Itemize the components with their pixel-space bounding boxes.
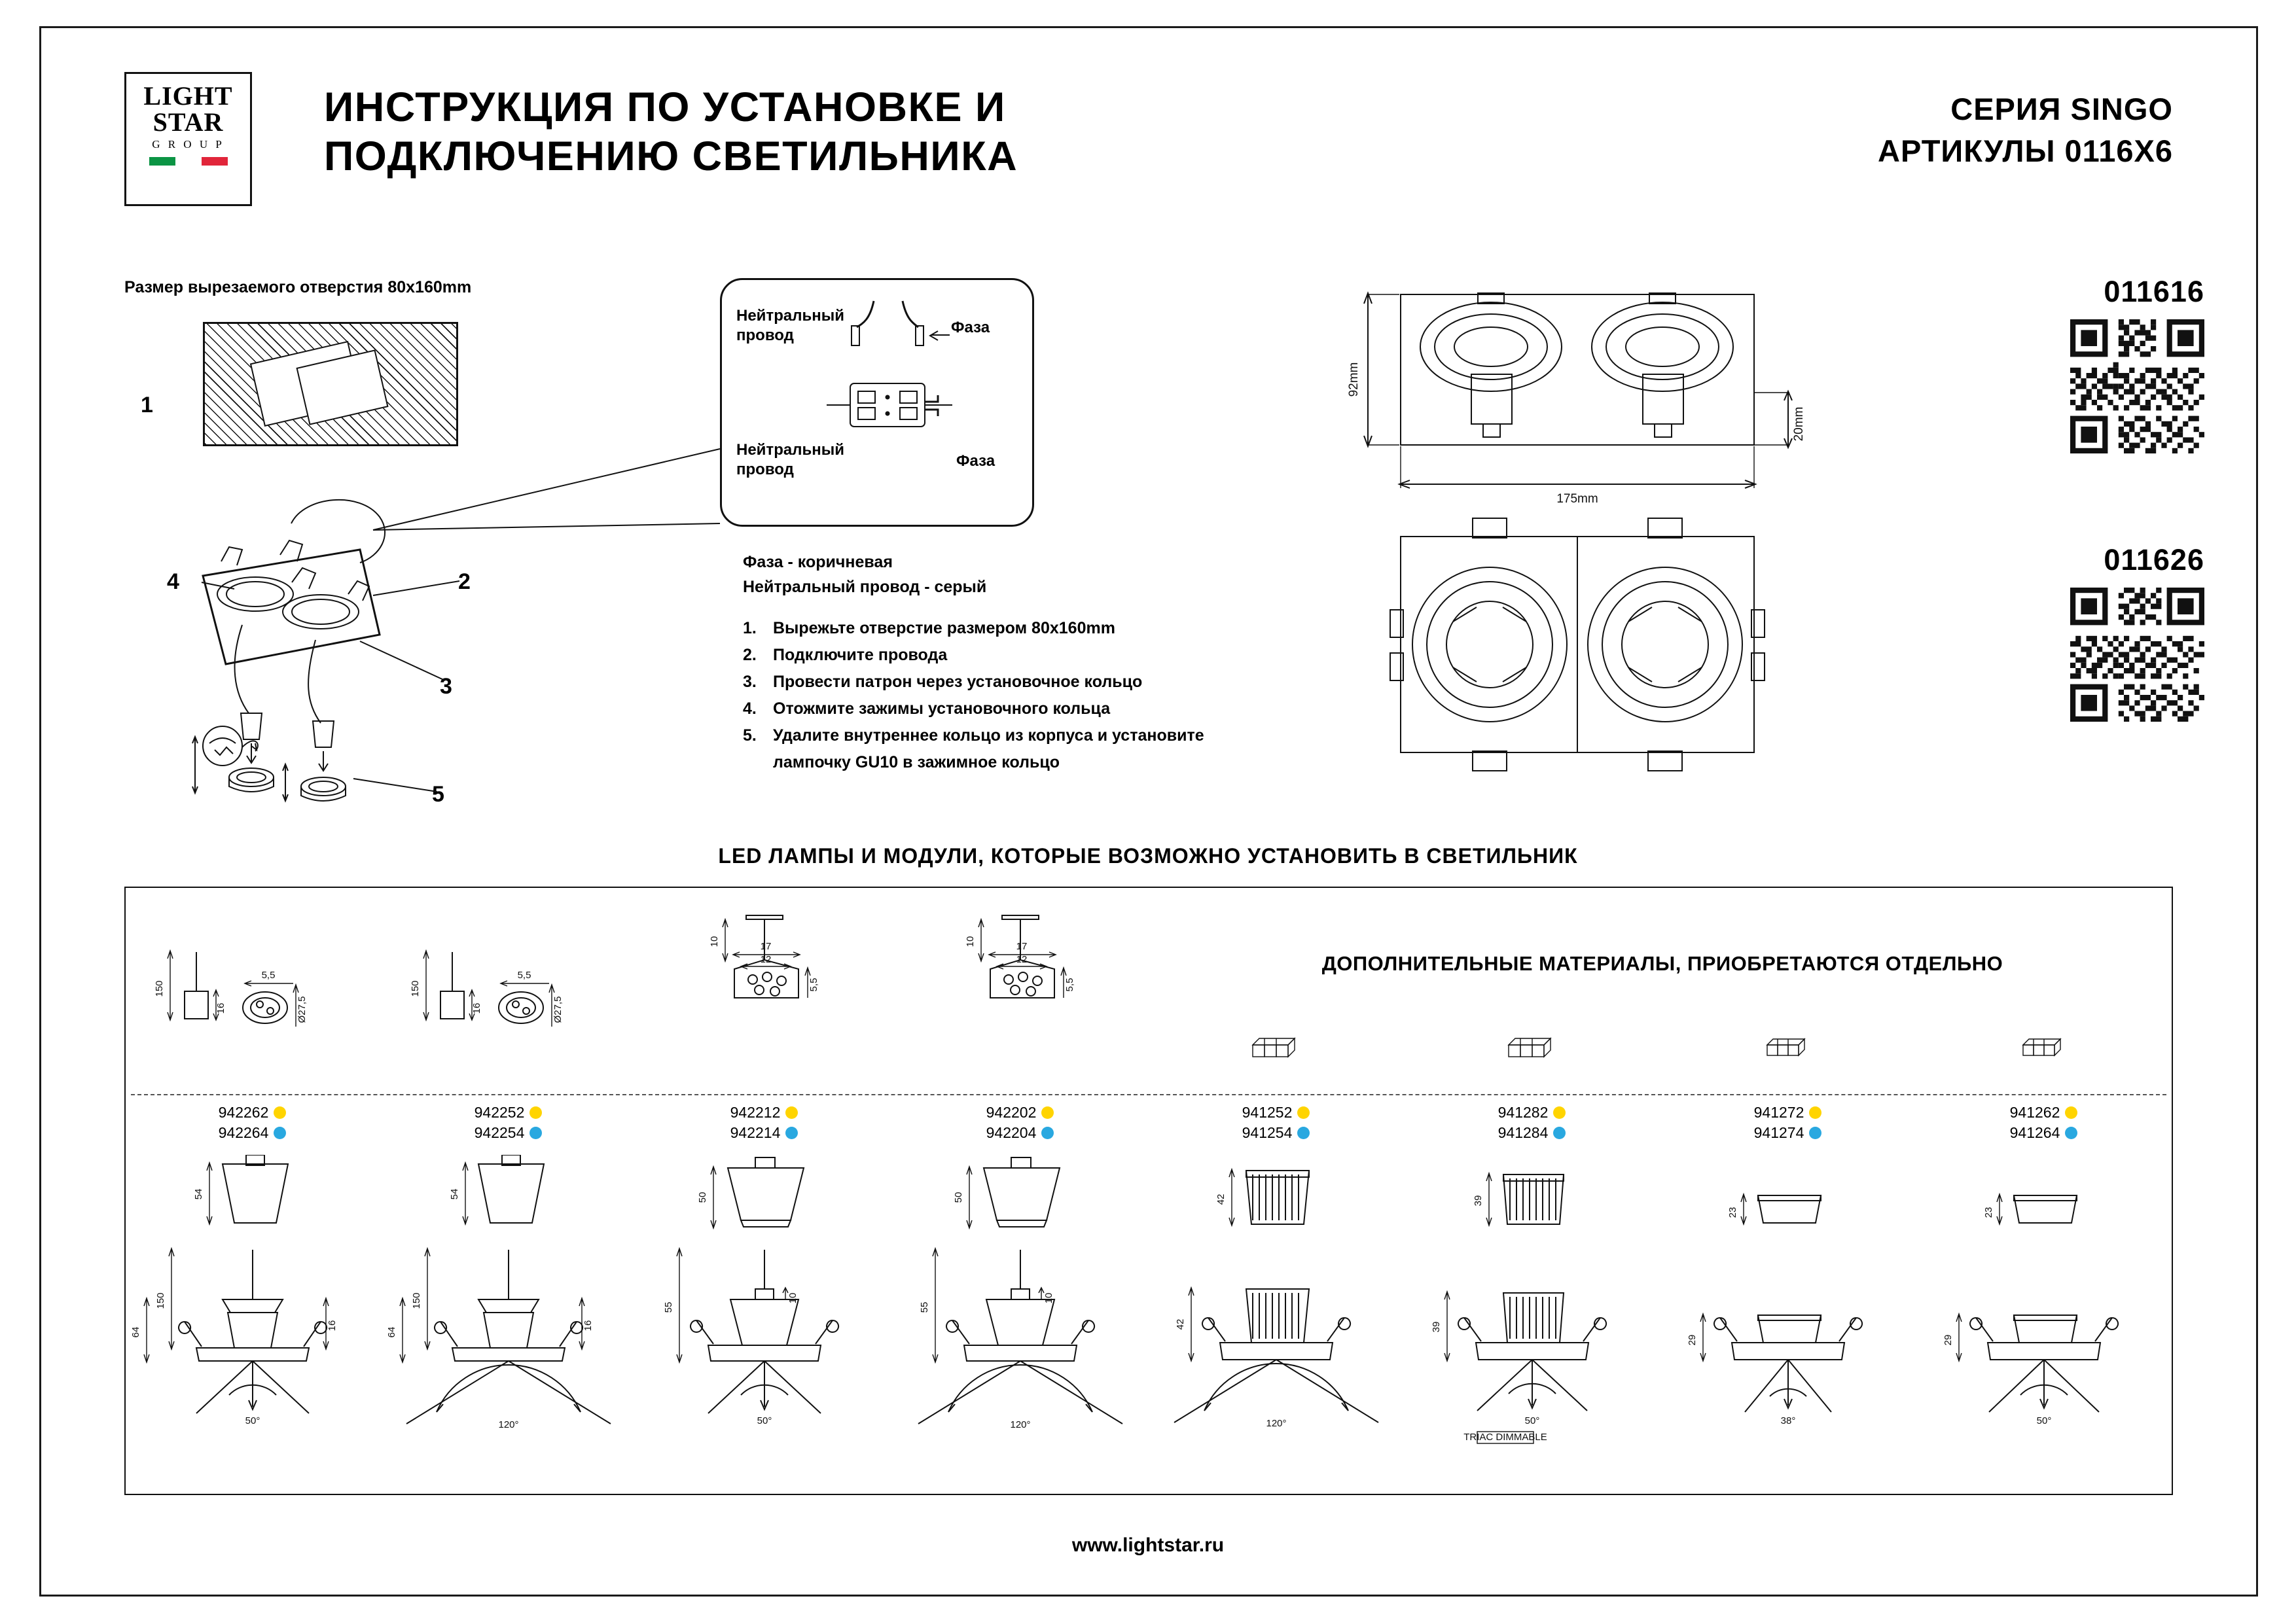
lamp-column-8 [1916, 887, 2172, 1495]
page-title-line2: ПОДКЛЮЧЕНИЮ СВЕТИЛЬНИКА [324, 133, 1018, 179]
technical-drawings [1322, 275, 1846, 838]
lamp-code-blue: 941264 [2009, 1124, 2060, 1141]
wire-color-legend [743, 550, 986, 599]
step-item: 3. Провести патрон через установочное кольцо [743, 673, 1143, 691]
article-code-1: 011616 [2104, 275, 2204, 308]
lamp-install-drawing-6 [1404, 1243, 1660, 1472]
lamp-install-drawing-3 [636, 1243, 892, 1472]
svg-text:50°: 50° [757, 1415, 772, 1426]
lamp-column-7 [1660, 887, 1916, 1495]
svg-text:150: 150 [410, 980, 421, 997]
lamp-profile-4 [892, 1155, 1148, 1240]
lamp-install-drawing-2 [380, 1243, 636, 1472]
cutout-size-label: Размер вырезаемого отверстия 80х160mm [124, 278, 472, 296]
svg-text:55: 55 [919, 1301, 930, 1313]
lamp-code-yellow: 941272 [1753, 1104, 1804, 1121]
lamp-install-drawing-8 [1916, 1243, 2172, 1472]
articles-label: АРТИКУЛЫ 0116Х6 [1878, 133, 2173, 168]
header [124, 69, 2173, 209]
brand-group: G R O U P [152, 138, 224, 150]
svg-text:20mm: 20mm [1792, 406, 1806, 442]
lamp-code-yellow: 942202 [986, 1104, 1037, 1121]
color-dot-blue [785, 1127, 798, 1139]
svg-text:16: 16 [215, 1002, 226, 1014]
color-dot-blue [529, 1127, 542, 1139]
svg-text:54: 54 [193, 1188, 204, 1200]
svg-text:64: 64 [386, 1326, 397, 1338]
page-title [324, 83, 1502, 181]
svg-text:Ø27,5: Ø27,5 [552, 996, 564, 1023]
lamp-code-blue: 942254 [474, 1124, 525, 1141]
italy-flag-icon [149, 157, 228, 166]
svg-text:150: 150 [155, 1292, 166, 1309]
color-dot-blue [1809, 1127, 1821, 1139]
qr-code-1 [2070, 319, 2204, 453]
qr-code-2 [2070, 588, 2204, 722]
lamp-code-blue: 942264 [218, 1124, 269, 1141]
lamp-top-drawing-4 [892, 906, 1148, 1083]
lamp-column-2 [380, 887, 636, 1495]
step-item: 4. Отожмите зажимы установочного кольца [743, 699, 1111, 718]
lamp-top-drawing-1 [124, 945, 380, 1083]
lamp-profile-7 [1660, 1155, 1916, 1240]
lamp-codes-3 [636, 1103, 892, 1143]
callout-number-5: 5 [432, 782, 444, 807]
article-block-1 [2008, 275, 2204, 453]
svg-text:16: 16 [327, 1320, 338, 1332]
color-dot-yellow [274, 1106, 286, 1119]
lamp-code-blue: 941284 [1498, 1124, 1549, 1141]
svg-text:TRIAC DIMMABLE: TRIAC DIMMABLE [1463, 1432, 1547, 1443]
svg-text:150: 150 [411, 1292, 422, 1309]
svg-text:175mm: 175mm [1556, 492, 1598, 506]
svg-text:50: 50 [697, 1192, 708, 1203]
svg-text:38°: 38° [1780, 1415, 1796, 1426]
lamp-code-yellow: 941252 [1242, 1104, 1293, 1121]
header-series-block [1878, 88, 2173, 172]
article-code-2: 011626 [2104, 543, 2204, 576]
svg-text:50°: 50° [1524, 1415, 1540, 1426]
accessory-icon-6 [1404, 1017, 1660, 1089]
series-label: СЕРИЯ SINGO [1950, 92, 2173, 126]
legend-neutral: Нейтральный провод - серый [743, 578, 987, 596]
brand-logo [124, 72, 252, 206]
step-item: лампочку GU10 в зажимное кольцо [773, 753, 1060, 771]
svg-text:10: 10 [787, 1292, 798, 1304]
svg-text:54: 54 [449, 1188, 460, 1200]
brand-line1: LIGHT [143, 81, 233, 111]
callout-number-1: 1 [141, 393, 153, 417]
neutral-wire-label-bottom: Нейтральный провод [736, 441, 844, 478]
lamp-column-5 [1148, 887, 1404, 1495]
color-dot-yellow [1041, 1106, 1054, 1119]
svg-text:92mm: 92mm [1347, 362, 1361, 397]
neutral-wire-label-top: Нейтральный провод [736, 307, 844, 344]
svg-text:23: 23 [1727, 1207, 1738, 1218]
fixture-installation-sketch [164, 484, 530, 824]
color-dot-yellow [2065, 1106, 2077, 1119]
lamp-code-blue: 942204 [986, 1124, 1037, 1141]
callout-number-3: 3 [440, 674, 452, 699]
lamp-code-yellow: 942212 [730, 1104, 781, 1121]
lamp-code-blue: 941274 [1753, 1124, 1804, 1141]
color-dot-blue [1553, 1127, 1566, 1139]
svg-text:42: 42 [1215, 1193, 1227, 1205]
additional-materials-title: ДОПОЛНИТЕЛЬНЫЕ МАТЕРИАЛЫ, ПРИОБРЕТАЮТСЯ ОТДЕЛЬНО [1321, 952, 2003, 975]
phase-wire-label-bottom: Фаза [956, 452, 996, 470]
svg-text:12: 12 [760, 954, 772, 965]
color-dot-blue [1297, 1127, 1310, 1139]
svg-text:120°: 120° [498, 1419, 519, 1430]
accessory-icon-8 [1916, 1017, 2172, 1089]
svg-text:50°: 50° [2036, 1415, 2052, 1426]
color-dot-yellow [1297, 1106, 1310, 1119]
lamp-install-drawing-7 [1660, 1243, 1916, 1472]
lamp-code-blue: 941254 [1242, 1124, 1293, 1141]
legend-phase: Фаза - коричневая [743, 553, 893, 571]
color-dot-yellow [785, 1106, 798, 1119]
svg-text:Ø27,5: Ø27,5 [296, 996, 308, 1023]
lamp-install-drawing-4 [892, 1243, 1148, 1472]
lamp-install-drawing-5 [1148, 1243, 1404, 1472]
color-dot-blue [274, 1127, 286, 1139]
svg-text:5,5: 5,5 [808, 978, 819, 992]
color-dot-yellow [1809, 1106, 1821, 1119]
step-item: 5. Удалите внутреннее кольцо из корпуса и установите [743, 726, 1204, 745]
color-dot-blue [2065, 1127, 2077, 1139]
color-dot-yellow [529, 1106, 542, 1119]
wiring-callout-box [720, 278, 1034, 527]
svg-text:12: 12 [1016, 954, 1028, 965]
svg-text:10: 10 [1043, 1292, 1054, 1304]
svg-text:50°: 50° [245, 1415, 260, 1426]
svg-text:50: 50 [953, 1192, 964, 1203]
brand-line2: STAR [152, 107, 224, 137]
svg-text:5,5: 5,5 [517, 970, 531, 981]
svg-text:39: 39 [1473, 1195, 1484, 1207]
callout-number-2: 2 [458, 569, 471, 594]
step-item: 1. Вырежьте отверстие размером 80х160mm [743, 619, 1115, 637]
svg-text:5,5: 5,5 [261, 970, 276, 981]
svg-text:10: 10 [965, 936, 976, 947]
svg-text:5,5: 5,5 [1064, 978, 1075, 992]
svg-text:29: 29 [1687, 1334, 1698, 1346]
svg-text:17: 17 [760, 941, 772, 952]
lamp-profile-8 [1916, 1155, 2172, 1240]
lamp-codes-5 [1148, 1103, 1404, 1143]
lamp-profile-3 [636, 1155, 892, 1240]
color-dot-yellow [1553, 1106, 1566, 1119]
svg-text:42: 42 [1175, 1318, 1186, 1330]
lamp-codes-1 [124, 1103, 380, 1143]
lamp-column-4 [892, 887, 1148, 1495]
lamp-profile-2 [380, 1155, 636, 1240]
accessory-icon-7 [1660, 1017, 1916, 1089]
article-block-2 [2008, 543, 2204, 722]
lamp-top-drawing-3 [636, 906, 892, 1083]
svg-text:10: 10 [709, 936, 720, 947]
lamp-profile-1 [124, 1155, 380, 1240]
lamp-column-1 [124, 887, 380, 1495]
phase-wire-label-top: Фаза [951, 319, 990, 336]
lamp-codes-6 [1404, 1103, 1660, 1143]
svg-text:39: 39 [1431, 1321, 1442, 1333]
svg-text:16: 16 [583, 1320, 594, 1332]
svg-text:55: 55 [663, 1301, 674, 1313]
footer-url[interactable]: www.lightstar.ru [1071, 1534, 1225, 1556]
lamp-top-drawing-2 [380, 945, 636, 1083]
svg-text:120°: 120° [1010, 1419, 1031, 1430]
lamp-column-6 [1404, 887, 1660, 1495]
lamp-codes-4 [892, 1103, 1148, 1143]
lamp-install-drawing-1 [124, 1243, 380, 1472]
lamp-profile-5 [1148, 1155, 1404, 1240]
lamp-code-blue: 942214 [730, 1124, 781, 1141]
lamp-code-yellow: 942262 [218, 1104, 269, 1121]
svg-text:17: 17 [1016, 941, 1028, 952]
ceiling-cutout-diagram [203, 322, 458, 446]
accessory-icon-5 [1148, 1017, 1404, 1089]
callout-number-4: 4 [167, 569, 179, 594]
svg-text:150: 150 [154, 980, 165, 997]
svg-text:29: 29 [1943, 1334, 1954, 1346]
page-title-line1: ИНСТРУКЦИЯ ПО УСТАНОВКЕ И [324, 84, 1006, 130]
lamp-codes-7 [1660, 1103, 1916, 1143]
color-dot-blue [1041, 1127, 1054, 1139]
step-item: 2. Подключите провода [743, 646, 948, 664]
svg-text:16: 16 [471, 1002, 482, 1014]
lamp-code-yellow: 941282 [1498, 1104, 1549, 1121]
lamp-codes-2 [380, 1103, 636, 1143]
lamp-column-3 [636, 887, 892, 1495]
lamp-codes-8 [1916, 1103, 2172, 1143]
lamp-code-yellow: 942252 [474, 1104, 525, 1121]
lamp-profile-6 [1404, 1155, 1660, 1240]
led-section-title: LED ЛАМПЫ И МОДУЛИ, КОТОРЫЕ ВОЗМОЖНО УСТАНОВИТЬ В СВЕТИЛЬНИК [718, 844, 1578, 868]
svg-text:120°: 120° [1266, 1418, 1287, 1429]
lamp-code-yellow: 941262 [2009, 1104, 2060, 1121]
svg-text:23: 23 [1983, 1207, 1994, 1218]
svg-text:64: 64 [130, 1326, 141, 1338]
